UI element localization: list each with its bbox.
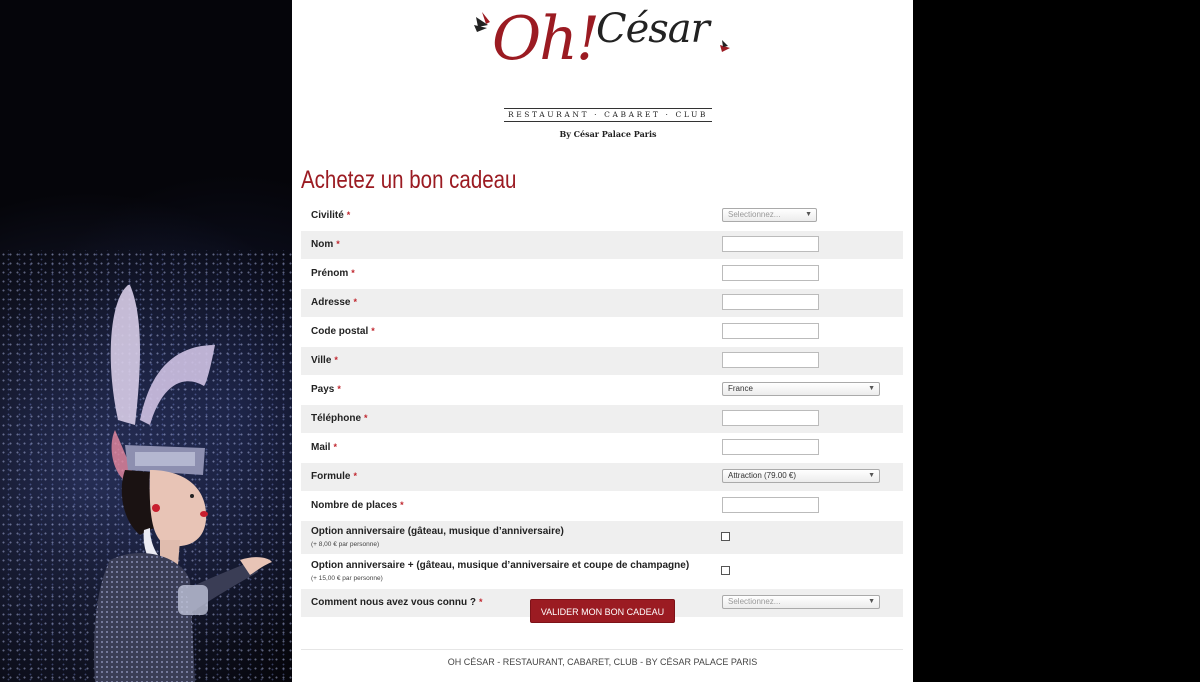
field-label-option-anniversaire: Option anniversaire (gâteau, musique d’anniversaire) — [311, 526, 564, 537]
field-label-prenom: Prénom * — [311, 268, 355, 279]
field-label-ville: Ville * — [311, 355, 338, 366]
field-label-code-postal: Code postal * — [311, 326, 375, 337]
chevron-down-icon: ▼ — [868, 598, 875, 605]
brand-name — [492, 4, 732, 94]
adresse-input[interactable] — [722, 294, 819, 310]
ville-input[interactable] — [722, 352, 819, 368]
page-title: Achetez un bon cadeau — [301, 166, 517, 194]
brand-tagline: RESTAURANT · CABARET · CLUB — [504, 108, 712, 122]
main-panel — [292, 0, 913, 682]
field-label-adresse: Adresse * — [311, 297, 357, 308]
required-mark: * — [371, 326, 375, 336]
comment-connu-select[interactable]: Selectionnez... ▼ — [722, 595, 880, 609]
nombre-places-input[interactable] — [722, 497, 819, 513]
field-label-telephone: Téléphone * — [311, 413, 368, 424]
form-row-prenom — [301, 259, 903, 288]
field-label-mail: Mail * — [311, 442, 337, 453]
prenom-input[interactable] — [722, 265, 819, 281]
pays-select[interactable]: France ▼ — [722, 382, 880, 396]
field-label-nom: Nom * — [311, 239, 340, 250]
required-mark: * — [353, 297, 357, 307]
field-label-option-anniversaire-plus: Option anniversaire + (gâteau, musique d’anniversaire et coupe de champagne) — [311, 560, 690, 571]
brand-subtitle: By César Palace Paris — [559, 129, 657, 139]
showgirl-photo — [0, 0, 292, 682]
form-row-mail — [301, 433, 903, 462]
chevron-down-icon: ▼ — [868, 385, 875, 392]
chevron-down-icon: ▼ — [868, 472, 875, 479]
form-row-pays — [301, 375, 903, 404]
telephone-input[interactable] — [722, 410, 819, 426]
field-label-nombre-places: Nombre de places * — [311, 500, 404, 511]
submit-gift-voucher-button[interactable]: VALIDER MON BON CADEAU — [530, 599, 675, 623]
field-label-comment-connu: Comment nous avez vous connu ? * — [311, 597, 483, 608]
civilite-select[interactable]: Selectionnez... ▼ — [722, 208, 817, 222]
gift-voucher-form — [301, 201, 903, 617]
required-mark: * — [353, 471, 357, 481]
code-postal-input[interactable] — [722, 323, 819, 339]
chevron-down-icon: ▼ — [805, 211, 812, 218]
mail-input[interactable] — [722, 439, 819, 455]
form-row-civilite — [301, 201, 903, 230]
form-row-ville — [301, 346, 903, 375]
form-row-adresse — [301, 288, 903, 317]
option-anniversaire-price-note: (+ 8,00 € par personne) — [311, 541, 380, 548]
formule-select[interactable]: Attraction (79.00 €) ▼ — [722, 469, 880, 483]
required-mark: * — [334, 355, 338, 365]
brand-name-cesar: César — [596, 6, 709, 52]
required-mark: * — [400, 500, 404, 510]
field-label-civilite: Civilité * — [311, 210, 351, 221]
required-mark: * — [351, 268, 355, 278]
field-label-pays: Pays * — [311, 384, 341, 395]
form-row-nom — [301, 230, 903, 259]
required-mark: * — [479, 597, 483, 607]
form-row-nombre-places — [301, 491, 903, 520]
nom-input[interactable] — [722, 236, 819, 252]
option-anniversaire-plus-price-note: (+ 15,00 € par personne) — [311, 575, 383, 582]
brand-logo[interactable] — [292, 0, 913, 150]
footer-text: OH CÉSAR - RESTAURANT, CABARET, CLUB - BY CÉSAR PALACE PARIS — [447, 657, 758, 667]
option-anniversaire-plus-checkbox[interactable] — [721, 566, 730, 575]
brand-name-oh: Oh! — [492, 4, 598, 74]
footer-divider — [301, 649, 903, 650]
option-anniversaire-checkbox[interactable] — [721, 532, 730, 541]
field-label-formule: Formule * — [311, 471, 357, 482]
form-row-telephone — [301, 404, 903, 433]
required-mark: * — [364, 413, 368, 423]
required-mark: * — [336, 239, 340, 249]
form-row-formule — [301, 462, 903, 491]
required-mark: * — [337, 384, 341, 394]
required-mark: * — [346, 210, 351, 220]
right-background — [913, 0, 1200, 682]
form-row-option-anniversaire — [301, 520, 903, 554]
form-row-option-anniversaire-plus — [301, 554, 903, 588]
showgirl-illustration — [0, 0, 292, 682]
required-mark: * — [333, 442, 337, 452]
form-row-code-postal — [301, 317, 903, 346]
